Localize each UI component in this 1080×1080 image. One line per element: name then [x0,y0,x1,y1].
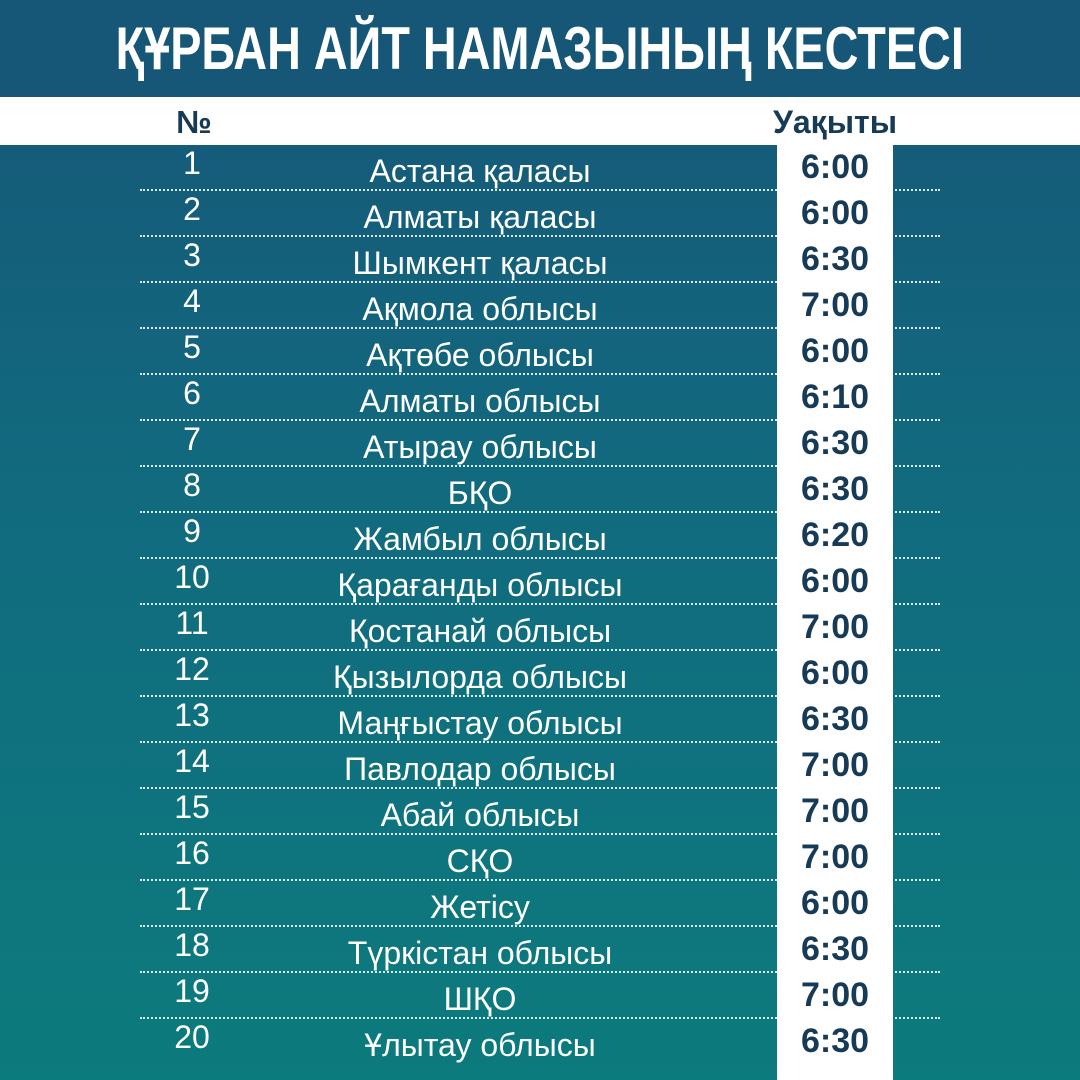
row-number: 6 [183,375,201,411]
row-number: 10 [174,559,210,595]
row-number: 1 [183,145,201,181]
header-number: № [176,104,212,140]
table-row [0,1019,1080,1065]
row-number: 5 [183,329,201,365]
table-row [0,697,1080,743]
row-time: 6:10 [800,378,870,416]
table-row [0,467,1080,513]
row-number: 17 [174,881,210,917]
table-row [0,329,1080,375]
table-row [0,789,1080,835]
row-region: Жамбыл облысы [353,521,607,557]
row-number: 9 [183,513,201,549]
row-region: Қарағанды облысы [337,567,623,603]
row-number: 19 [174,973,210,1009]
row-number: 7 [183,421,201,457]
table-row [0,559,1080,605]
row-time: 7:00 [800,976,870,1014]
row-region: Ұлытау облысы [364,1027,596,1063]
row-time: 6:20 [800,516,870,554]
row-region: Абай облысы [380,797,580,833]
row-region: ШҚО [443,981,517,1017]
table-row [0,191,1080,237]
row-time: 6:00 [800,884,870,922]
row-time: 6:00 [800,562,870,600]
table-row [0,927,1080,973]
table-row [0,651,1080,697]
row-time: 7:00 [800,608,870,646]
table-row [0,881,1080,927]
row-region: Атырау облысы [363,429,597,465]
row-time: 6:00 [800,148,870,186]
row-region: Алматы облысы [359,383,601,419]
table-row [0,605,1080,651]
row-region: Алматы қаласы [363,199,597,235]
header-time: Уақыты [772,104,898,140]
row-number: 11 [175,605,209,641]
row-time: 6:30 [800,240,870,278]
row-time: 6:30 [800,930,870,968]
page-title: ҚҰРБАН АЙТ НАМАЗЫНЫҢ КЕСТЕСІ [115,15,965,82]
row-region: Қостанай облысы [348,613,612,649]
row-region: Астана қаласы [369,153,591,189]
table-row [0,375,1080,421]
table-row [0,835,1080,881]
table-row [0,743,1080,789]
table-row [0,513,1080,559]
row-number: 18 [174,927,210,963]
row-number: 13 [174,697,210,733]
table-header [0,97,1080,145]
row-number: 16 [174,835,210,871]
row-number: 12 [174,651,210,687]
row-region: Ақмола облысы [362,291,598,327]
row-time: 7:00 [800,792,870,830]
row-number: 3 [183,237,201,273]
row-region: СҚО [446,843,514,879]
row-time: 6:30 [800,700,870,738]
row-number: 2 [183,191,201,227]
table-row [0,237,1080,283]
title-bar [0,0,1080,97]
row-time: 6:00 [800,654,870,692]
row-time: 7:00 [800,746,870,784]
row-time: 7:00 [800,838,870,876]
row-region: Шымкент қаласы [352,245,608,281]
row-region: Жетісу [430,889,530,925]
row-region: Павлодар облысы [344,751,616,787]
row-time: 7:00 [800,286,870,324]
row-region: Түркістан облысы [347,935,613,971]
row-time: 6:30 [800,424,870,462]
table-row [0,283,1080,329]
table-row [0,973,1080,1019]
row-region: Ақтөбе облысы [366,337,594,373]
row-time: 6:30 [800,1022,870,1060]
row-number: 14 [174,743,210,779]
table-row [0,145,1080,191]
row-region: Маңғыстау облысы [337,705,623,741]
row-number: 20 [174,1019,210,1055]
row-region: Қызылорда облысы [333,659,627,695]
row-time: 6:00 [800,332,870,370]
row-time: 6:00 [800,194,870,232]
row-number: 4 [183,283,201,319]
row-number: 8 [183,467,201,503]
row-number: 15 [174,789,210,825]
table-row [0,421,1080,467]
row-region: БҚО [447,475,513,511]
row-time: 6:30 [800,470,870,508]
